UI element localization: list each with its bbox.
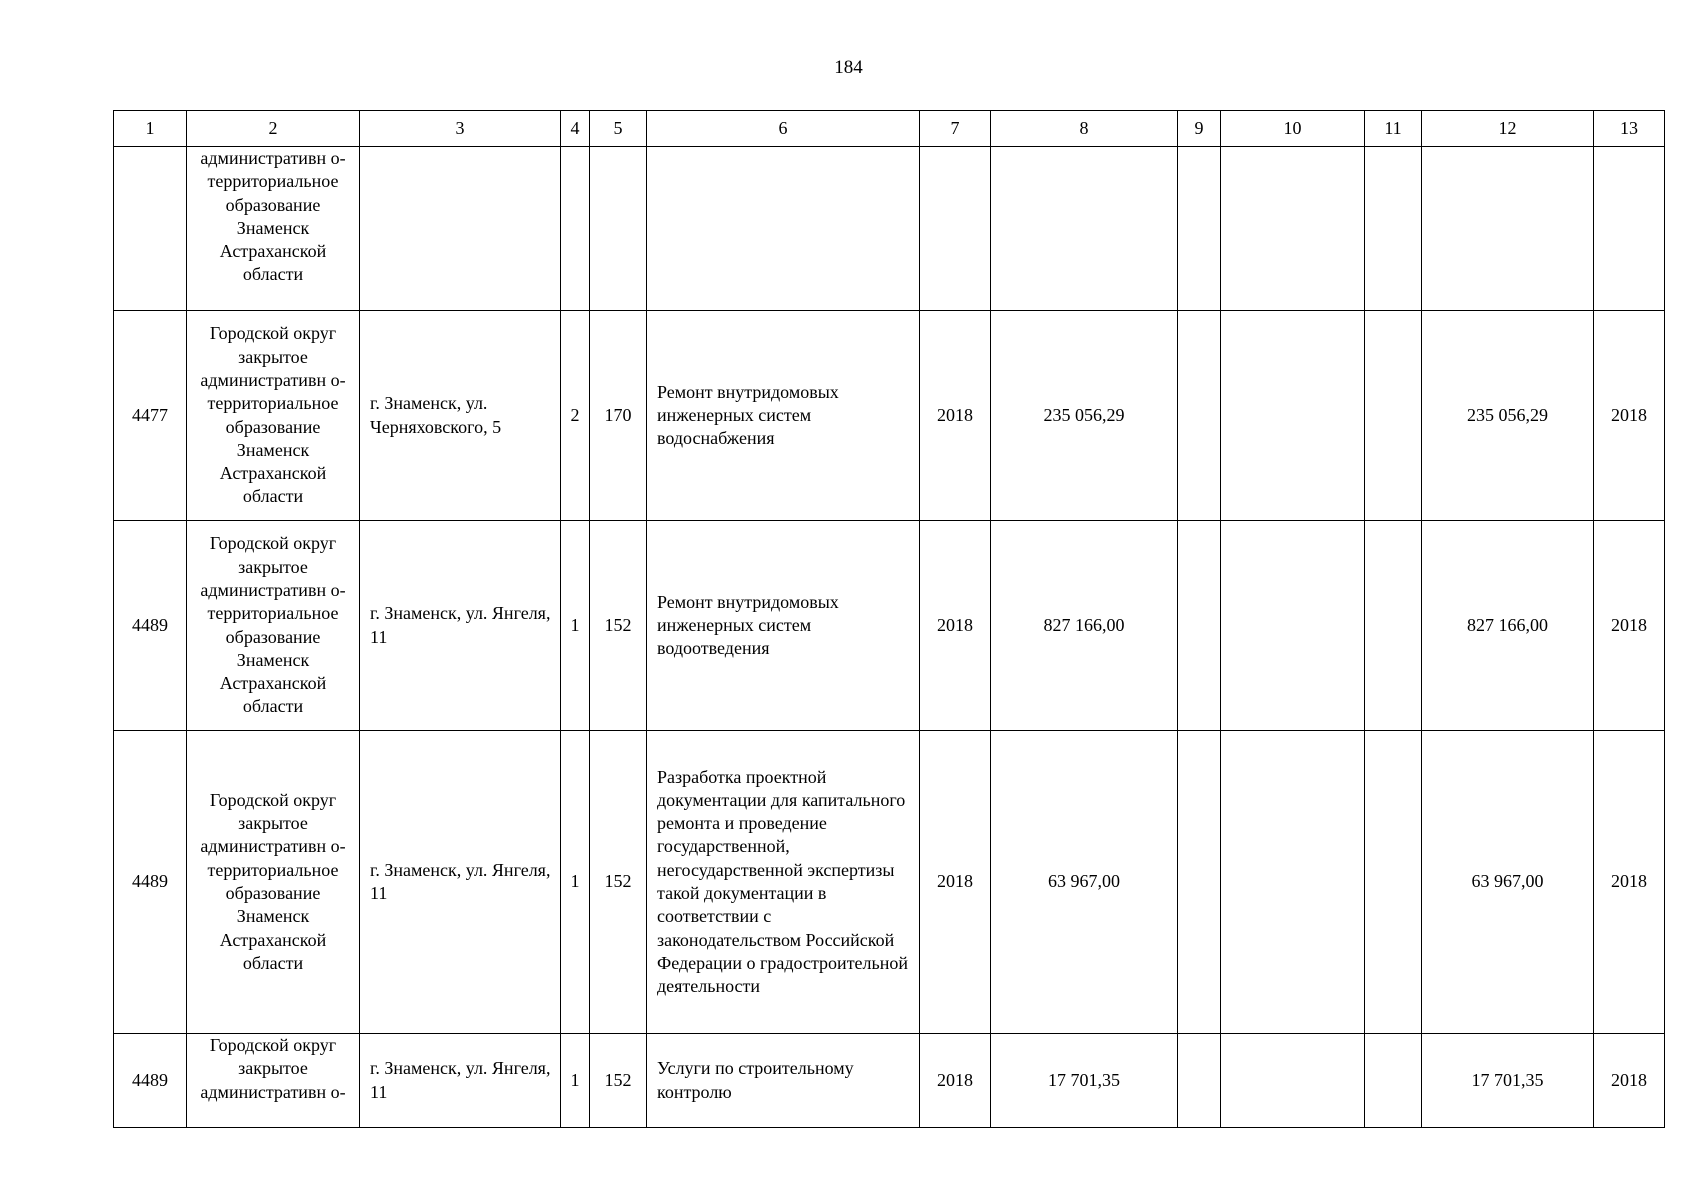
header-cell: 8 [991, 111, 1178, 147]
cell-municipality: Городской округ закрытое административн о- [187, 1034, 360, 1128]
cell-work-type: Ремонт внутридомовых инженерных систем водоснабжения [647, 311, 920, 521]
table-row [114, 147, 1665, 311]
cell-work-type: Ремонт внутридомовых инженерных систем водоотведения [647, 521, 920, 731]
cell-work-type [647, 147, 920, 311]
cell-amount [991, 147, 1178, 311]
cell-municipality: Городской округ закрытое административн о-территориальное образование Знаменск Астраханской области [187, 731, 360, 1034]
cell-number: 4489 [114, 731, 187, 1034]
cell-col5: 152 [590, 731, 647, 1034]
cell-amount: 235 056,29 [991, 311, 1178, 521]
table-row [114, 521, 1665, 731]
cell-year: 2018 [920, 1034, 991, 1128]
cell-address: г. Знаменск, ул. Янгеля, 11 [360, 521, 561, 731]
cell-work-type: Разработка проектной документации для капитального ремонта и проведение государственной, негосударственной экспертизы такой документации в соответствии с законодательством Российской Федерации о градостроительной деятельности [647, 731, 920, 1034]
cell-col9 [1178, 731, 1221, 1034]
cell-address: г. Знаменск, ул. Янгеля, 11 [360, 1034, 561, 1128]
cell-col4: 1 [561, 521, 590, 731]
cell-year-13: 2018 [1594, 311, 1665, 521]
cell-year: 2018 [920, 311, 991, 521]
header-cell: 1 [114, 111, 187, 147]
header-row [114, 111, 1665, 147]
cell-col10 [1221, 311, 1365, 521]
cell-number: 4477 [114, 311, 187, 521]
cell-amount-12: 17 701,35 [1422, 1034, 1594, 1128]
register-table [113, 110, 1665, 1128]
cell-number [114, 147, 187, 311]
table-row [114, 311, 1665, 521]
cell-amount-12: 63 967,00 [1422, 731, 1594, 1034]
cell-amount-12: 827 166,00 [1422, 521, 1594, 731]
header-cell: 13 [1594, 111, 1665, 147]
cell-amount: 17 701,35 [991, 1034, 1178, 1128]
cell-amount-12 [1422, 147, 1594, 311]
cell-municipality: Городской округ закрытое административн о-территориальное образование Знаменск Астраханской области [187, 311, 360, 521]
cell-col4: 1 [561, 731, 590, 1034]
cell-col5: 170 [590, 311, 647, 521]
header-cell: 7 [920, 111, 991, 147]
cell-col11 [1365, 147, 1422, 311]
header-cell: 5 [590, 111, 647, 147]
header-cell: 10 [1221, 111, 1365, 147]
cell-amount: 827 166,00 [991, 521, 1178, 731]
cell-col9 [1178, 1034, 1221, 1128]
cell-municipality: административн о-территориальное образование Знаменск Астраханской области [187, 147, 360, 311]
cell-col4: 2 [561, 311, 590, 521]
cell-col11 [1365, 521, 1422, 731]
cell-amount-12: 235 056,29 [1422, 311, 1594, 521]
cell-address: г. Знаменск, ул. Черняховского, 5 [360, 311, 561, 521]
cell-address [360, 147, 561, 311]
header-cell: 4 [561, 111, 590, 147]
table-row [114, 1034, 1665, 1128]
cell-col4: 1 [561, 1034, 590, 1128]
header-cell: 9 [1178, 111, 1221, 147]
cell-year-13: 2018 [1594, 521, 1665, 731]
cell-col4 [561, 147, 590, 311]
cell-work-type: Услуги по строительному контролю [647, 1034, 920, 1128]
cell-col10 [1221, 731, 1365, 1034]
cell-year-13: 2018 [1594, 1034, 1665, 1128]
cell-col9 [1178, 521, 1221, 731]
cell-municipality: Городской округ закрытое административн о-территориальное образование Знаменск Астраханской области [187, 521, 360, 731]
cell-col10 [1221, 521, 1365, 731]
cell-col5: 152 [590, 521, 647, 731]
cell-year-13: 2018 [1594, 731, 1665, 1034]
page-number: 184 [834, 57, 863, 78]
cell-col9 [1178, 147, 1221, 311]
header-cell: 11 [1365, 111, 1422, 147]
header-cell: 2 [187, 111, 360, 147]
header-cell: 6 [647, 111, 920, 147]
header-cell: 3 [360, 111, 561, 147]
cell-year [920, 147, 991, 311]
cell-year: 2018 [920, 521, 991, 731]
cell-col11 [1365, 1034, 1422, 1128]
cell-col11 [1365, 311, 1422, 521]
cell-year-13 [1594, 147, 1665, 311]
cell-year: 2018 [920, 731, 991, 1034]
cell-col5 [590, 147, 647, 311]
table-row [114, 731, 1665, 1034]
cell-amount: 63 967,00 [991, 731, 1178, 1034]
cell-col10 [1221, 147, 1365, 311]
cell-col10 [1221, 1034, 1365, 1128]
cell-number: 4489 [114, 1034, 187, 1128]
cell-number: 4489 [114, 521, 187, 731]
header-cell: 12 [1422, 111, 1594, 147]
cell-col11 [1365, 731, 1422, 1034]
cell-address: г. Знаменск, ул. Янгеля, 11 [360, 731, 561, 1034]
cell-col5: 152 [590, 1034, 647, 1128]
cell-col9 [1178, 311, 1221, 521]
